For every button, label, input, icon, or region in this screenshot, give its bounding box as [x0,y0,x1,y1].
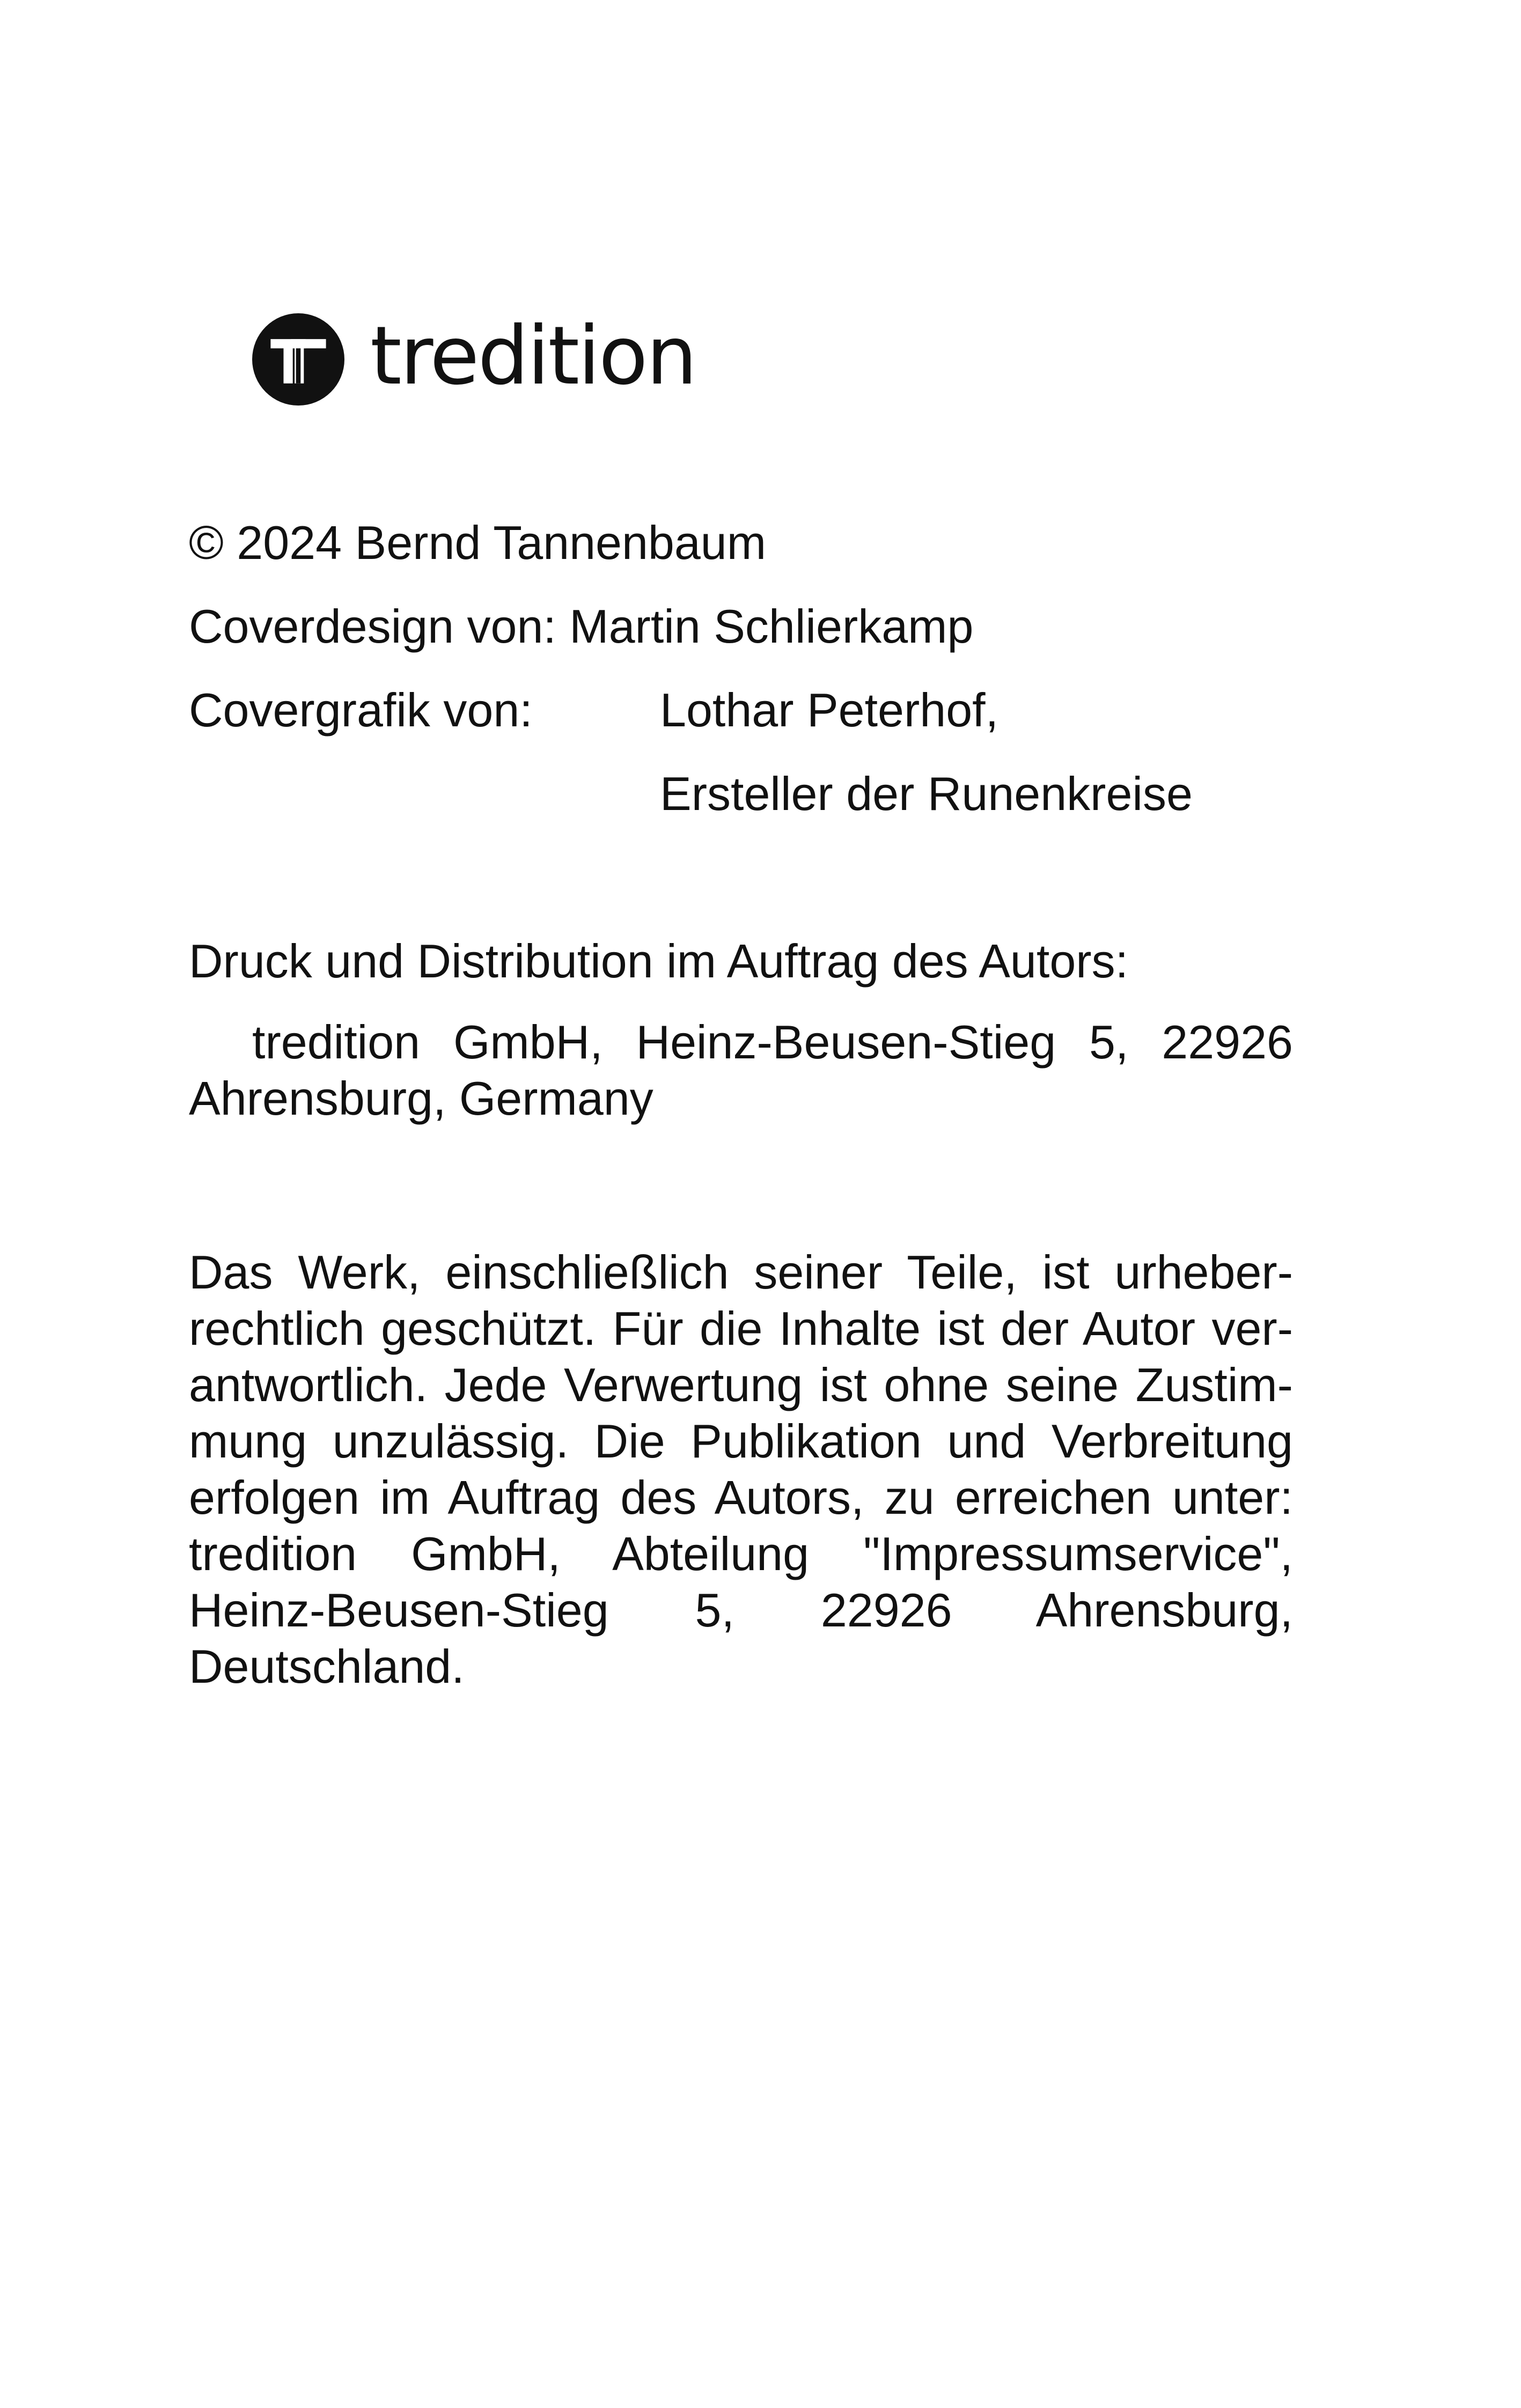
print-address [189,1014,1293,1126]
legal-line: rechtlich geschützt. Für die Inhalte ist der Autor ver- [189,1302,1293,1355]
legal-line: Deutschland. [189,1640,465,1693]
legal-notice [189,1244,1293,1695]
print-address-line: tredition GmbH, Heinz-Beusen-Stieg 5, 22926 [252,1015,1293,1069]
logo-wordmark: tredition [370,310,696,403]
legal-line: mung unzulässig. Die Publikation und Verbreitung [189,1415,1293,1468]
covergrafik-label: Covergrafik von: [189,683,533,737]
legal-line: Das Werk, einschließlich seiner Teile, ist urheber- [189,1246,1293,1299]
print-heading: Druck und Distribution im Auftrag des Autors: [189,934,1129,988]
copyright-line: © 2024 Bernd Tannenbaum [189,516,767,569]
print-address-line: Ahrensburg, Germany [189,1072,653,1125]
tredition-logo-icon [252,313,344,406]
legal-line: erfolgen im Auftrag des Autors, zu erreichen unter: [189,1471,1293,1524]
covergrafik-name: Lothar Peterhof, [660,683,999,737]
coverdesign-line: Coverdesign von: Martin Schlierkamp [189,600,974,653]
covergrafik-role: Ersteller der Runenkreise [660,767,1193,820]
legal-line: Heinz-Beusen-Stieg 5, 22926 Ahrensburg, [189,1584,1293,1637]
legal-line: tredition GmbH, Abteilung "Impressumservice", [189,1527,1293,1580]
legal-line: antwortlich. Jede Verwertung ist ohne seine Zustim- [189,1358,1293,1411]
publisher-logo [252,311,696,408]
